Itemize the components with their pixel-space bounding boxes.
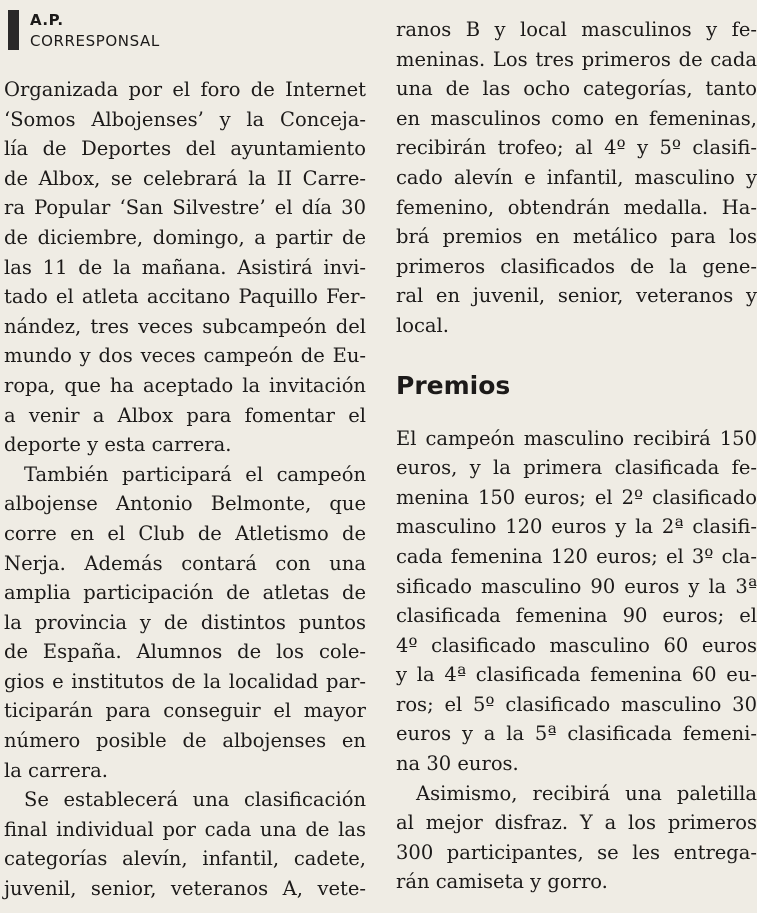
text-line: albojense Antonio Belmonte, que [4, 492, 366, 516]
text-line: categorías alevín, infantil, cadete, [4, 847, 366, 871]
text-line: ranos B y local masculinos y fe- [396, 18, 757, 41]
byline-name: A.P. [30, 11, 64, 29]
text-line: femenino, obtendrán medalla. Ha- [396, 195, 757, 219]
text-line: ral en juvenil, senior, veteranos y [396, 284, 757, 308]
text-line: deporte y esta carrera. [4, 433, 232, 457]
section-heading-premios: Premios [396, 370, 511, 400]
text-line: una de las ocho categorías, tanto [396, 77, 757, 101]
text-line: ros; el 5º clasificado masculino 30 [396, 692, 757, 716]
text-line: de Albox, se celebrará la II Carre- [4, 166, 366, 190]
text-line: meninas. Los tres primeros de cada [396, 47, 757, 71]
text-line: en masculinos como en femeninas, [396, 106, 757, 130]
text-line: rán camiseta y gorro. [396, 870, 608, 894]
text-line: na 30 euros. [396, 752, 519, 776]
text-line: final individual por cada una de las [4, 817, 366, 841]
text-line: cado alevín e infantil, masculino y [396, 165, 757, 189]
text-line: al mejor disfraz. Y a los primeros [396, 811, 757, 835]
byline-role: CORRESPONSAL [30, 32, 160, 50]
text-line: Nerja. Además contará con una [4, 551, 366, 575]
text-line: euros, y la primera clasificada fe- [396, 456, 757, 480]
text-line: tado el atleta accitano Paquillo Fer- [4, 285, 366, 309]
text-line: y la 4ª clasificada femenina 60 eu- [396, 663, 757, 687]
text-line: mundo y dos veces campeón de Eu- [4, 344, 366, 368]
text-line: euros y a la 5ª clasificada femeni- [396, 722, 757, 746]
text-line: clasificada femenina 90 euros; el [396, 604, 757, 628]
text-line: ropa, que ha aceptado la invitación [4, 373, 366, 397]
text-line: de diciembre, domingo, a partir de [4, 225, 366, 249]
text-line: ticiparán para conseguir el mayor [4, 699, 366, 723]
text-line: También participará el campeón [24, 462, 366, 486]
text-line: de España. Alumnos de los cole- [4, 640, 366, 664]
text-line: corre en el Club de Atletismo de [4, 521, 366, 545]
text-line: recibirán trofeo; al 4º y 5º clasifi- [396, 136, 757, 160]
text-line: número posible de albojenses en [4, 729, 366, 753]
text-line: lía de Deportes del ayuntamiento [4, 137, 366, 161]
article-right-column [396, 15, 757, 897]
article-left-column [4, 75, 366, 904]
text-line: Asimismo, recibirá una paletilla [416, 781, 757, 805]
text-line: brá premios en metálico para los [396, 225, 757, 249]
text-line: 300 participantes, se les entrega- [396, 840, 757, 864]
text-line: amplia participación de atletas de [4, 581, 366, 605]
text-line: Se establecerá una clasificación [24, 788, 366, 812]
text-line: masculino 120 euros y la 2ª clasifi- [396, 515, 757, 539]
text-line: sificado masculino 90 euros y la 3ª [396, 574, 757, 598]
text-line: El campeón masculino recibirá 150 [396, 426, 757, 450]
text-line: a venir a Albox para fomentar el [4, 403, 366, 427]
text-line: ‘Somos Albojenses’ y la Conceja- [4, 107, 366, 131]
text-line: la carrera. [4, 758, 108, 782]
text-line: primeros clasificados de la gene- [396, 254, 757, 278]
text-line: 4º clasificado masculino 60 euros [396, 633, 757, 657]
text-line: menina 150 euros; el 2º clasificado [396, 485, 757, 509]
text-line: local. [396, 313, 449, 337]
text-line: Organizada por el foro de Internet [4, 78, 366, 101]
text-line: gios e institutos de la localidad par- [4, 669, 366, 693]
text-line: nández, tres veces subcampeón del [4, 314, 366, 338]
text-line: las 11 de la mañana. Asistirá invi- [4, 255, 366, 279]
text-line: ra Popular ‘San Silvestre’ el día 30 [4, 196, 366, 220]
text-line: la provincia y de distintos puntos [4, 610, 366, 634]
byline-bar [8, 10, 19, 50]
text-line: juvenil, senior, veteranos A, vete- [4, 877, 366, 901]
byline [8, 8, 208, 52]
text-line: cada femenina 120 euros; el 3º cla- [396, 544, 757, 568]
